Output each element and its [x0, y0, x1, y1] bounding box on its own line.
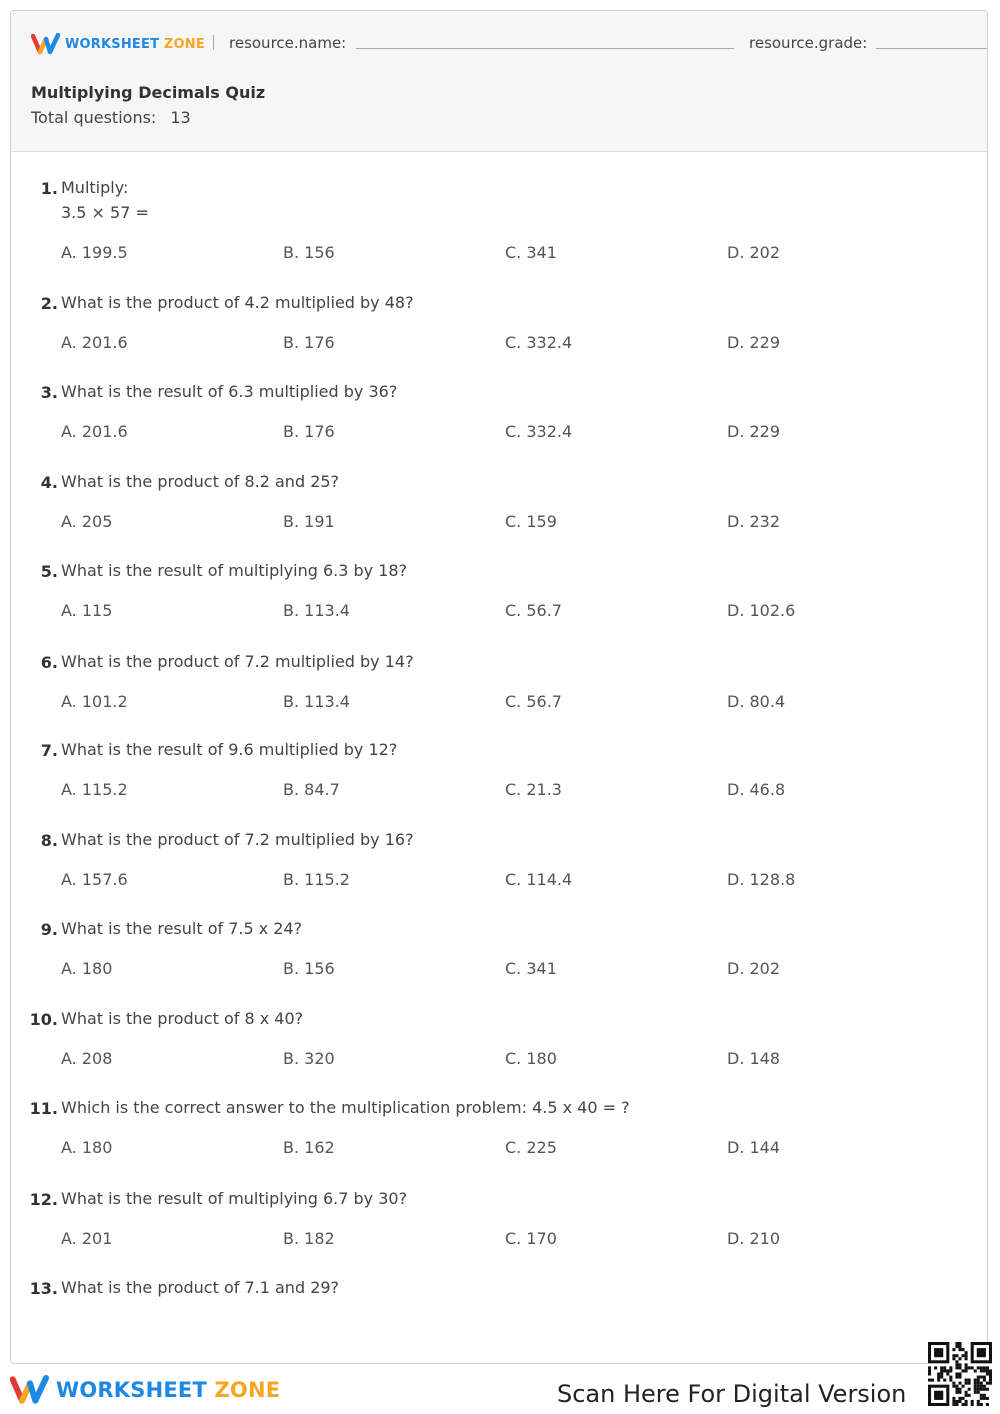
question-text-line: What is the product of 8 x 40? [61, 1009, 304, 1028]
question-text [61, 1186, 407, 1211]
worksheet [10, 10, 988, 1364]
question-number: 10. [29, 1010, 58, 1029]
question-number: 6. [40, 653, 58, 672]
question-number: 3. [40, 383, 58, 402]
w-logo-icon [31, 33, 61, 55]
answer-option-c[interactable]: C. 170 [505, 1229, 557, 1248]
answer-option-d[interactable]: D. 148 [727, 1049, 781, 1068]
header-brand-text: WORKSHEET ZONE [65, 36, 205, 52]
answer-option-b[interactable]: B. 176 [283, 333, 335, 352]
question-text [61, 1275, 339, 1300]
answer-option-b[interactable]: B. 176 [283, 422, 335, 441]
question-text [61, 175, 149, 225]
scan-text: Scan Here For Digital Version [557, 1380, 907, 1408]
header-divider [213, 35, 214, 50]
question-number: 13. [29, 1279, 58, 1298]
answer-option-a[interactable]: A. 201 [61, 1229, 113, 1248]
answer-option-b[interactable]: B. 156 [283, 243, 335, 262]
question-text-line: What is the product of 7.2 multiplied by 14? [61, 652, 414, 671]
footer-brand-text: WORKSHEET ZONE [56, 1378, 281, 1402]
answer-option-c[interactable]: C. 56.7 [505, 692, 562, 711]
question-text [61, 916, 302, 941]
question-number: 12. [29, 1190, 58, 1209]
answer-option-a[interactable]: A. 115 [61, 601, 113, 620]
question-text-line: What is the result of multiplying 6.7 by 30? [61, 1189, 408, 1208]
answer-option-c[interactable]: C. 332.4 [505, 422, 573, 441]
answer-option-c[interactable]: C. 56.7 [505, 601, 562, 620]
answer-option-c[interactable]: C. 225 [505, 1138, 557, 1157]
answer-option-b[interactable]: B. 84.7 [283, 780, 340, 799]
answer-option-d[interactable]: D. 229 [727, 333, 781, 352]
question-text [61, 1095, 630, 1120]
question-number: 7. [40, 741, 58, 760]
answer-option-b[interactable]: B. 320 [283, 1049, 335, 1068]
answer-option-b[interactable]: B. 156 [283, 959, 335, 978]
question-text [61, 1006, 303, 1031]
page-title: Multiplying Decimals Quiz [31, 83, 266, 102]
answer-option-a[interactable]: A. 180 [61, 959, 113, 978]
worksheet-header [11, 11, 987, 152]
answer-option-a[interactable]: A. 205 [61, 512, 113, 531]
answer-option-d[interactable]: D. 80.4 [727, 692, 786, 711]
question-text [61, 737, 397, 762]
answer-option-d[interactable]: D. 128.8 [727, 870, 796, 889]
answer-option-d[interactable]: D. 202 [727, 243, 781, 262]
answer-option-b[interactable]: B. 115.2 [283, 870, 350, 889]
question-number: 8. [40, 831, 58, 850]
answer-option-c[interactable]: C. 341 [505, 243, 557, 262]
question-text [61, 649, 414, 674]
question-number: 11. [29, 1099, 58, 1118]
question-number: 2. [40, 294, 58, 313]
footer-logo [10, 1375, 280, 1405]
question-number: 4. [40, 473, 58, 492]
answer-option-b[interactable]: B. 162 [283, 1138, 335, 1157]
header-logo [31, 33, 205, 55]
question-text [61, 290, 414, 315]
answer-option-d[interactable]: D. 144 [727, 1138, 781, 1157]
answer-option-b[interactable]: B. 191 [283, 512, 335, 531]
question-number: 5. [40, 562, 58, 581]
question-text-line: What is the result of 6.3 multiplied by 36? [61, 382, 398, 401]
total-questions-label: Total questions: [31, 108, 157, 127]
question-text-line: What is the product of 7.2 multiplied by 16? [61, 830, 414, 849]
answer-option-c[interactable]: C. 180 [505, 1049, 557, 1068]
question-text [61, 469, 339, 494]
question-text [61, 827, 414, 852]
answer-option-a[interactable]: A. 201.6 [61, 333, 128, 352]
answer-option-a[interactable]: A. 199.5 [61, 243, 128, 262]
resource-name-line[interactable] [356, 48, 734, 49]
w-logo-icon [10, 1375, 50, 1405]
resource-name-label: resource.name: [229, 34, 347, 52]
answer-option-d[interactable]: D. 210 [727, 1229, 781, 1248]
question-text-line: Multiply: [61, 178, 129, 197]
answer-option-c[interactable]: C. 341 [505, 959, 557, 978]
question-text-line: What is the result of multiplying 6.3 by 18? [61, 561, 408, 580]
answer-option-c[interactable]: C. 114.4 [505, 870, 573, 889]
answer-option-a[interactable]: A. 180 [61, 1138, 113, 1157]
answer-option-d[interactable]: D. 229 [727, 422, 781, 441]
answer-option-a[interactable]: A. 201.6 [61, 422, 128, 441]
question-text-line: What is the product of 8.2 and 25? [61, 472, 340, 491]
answer-option-a[interactable]: A. 101.2 [61, 692, 128, 711]
question-text-line: What is the product of 4.2 multiplied by 48? [61, 293, 414, 312]
answer-option-a[interactable]: A. 115.2 [61, 780, 128, 799]
answer-option-b[interactable]: B. 113.4 [283, 692, 350, 711]
answer-option-c[interactable]: C. 332.4 [505, 333, 573, 352]
question-text [61, 379, 397, 404]
question-text-line: What is the result of 9.6 multiplied by 12? [61, 740, 398, 759]
answer-option-d[interactable]: D. 102.6 [727, 601, 796, 620]
question-number: 9. [40, 920, 58, 939]
answer-option-a[interactable]: A. 157.6 [61, 870, 128, 889]
resource-grade-line[interactable] [876, 48, 988, 49]
question-text [61, 558, 407, 583]
question-text-line: 3.5 × 57 = [61, 203, 149, 222]
question-text-line: What is the product of 7.1 and 29? [61, 1278, 340, 1297]
qr-code-icon[interactable] [928, 1342, 992, 1406]
answer-option-d[interactable]: D. 202 [727, 959, 781, 978]
question-number: 1. [40, 179, 58, 198]
answer-option-b[interactable]: B. 182 [283, 1229, 335, 1248]
answer-option-d[interactable]: D. 46.8 [727, 780, 786, 799]
answer-option-c[interactable]: C. 21.3 [505, 780, 562, 799]
total-questions [31, 108, 191, 127]
answer-option-c[interactable]: C. 159 [505, 512, 557, 531]
resource-grade-label: resource.grade: [749, 34, 868, 52]
total-questions-value: 13 [170, 108, 191, 127]
answer-option-a[interactable]: A. 208 [61, 1049, 113, 1068]
answer-option-d[interactable]: D. 232 [727, 512, 781, 531]
answer-option-b[interactable]: B. 113.4 [283, 601, 350, 620]
question-text-line: Which is the correct answer to the multiplication problem: 4.5 x 40 = ? [61, 1098, 630, 1117]
question-text-line: What is the result of 7.5 x 24? [61, 919, 303, 938]
